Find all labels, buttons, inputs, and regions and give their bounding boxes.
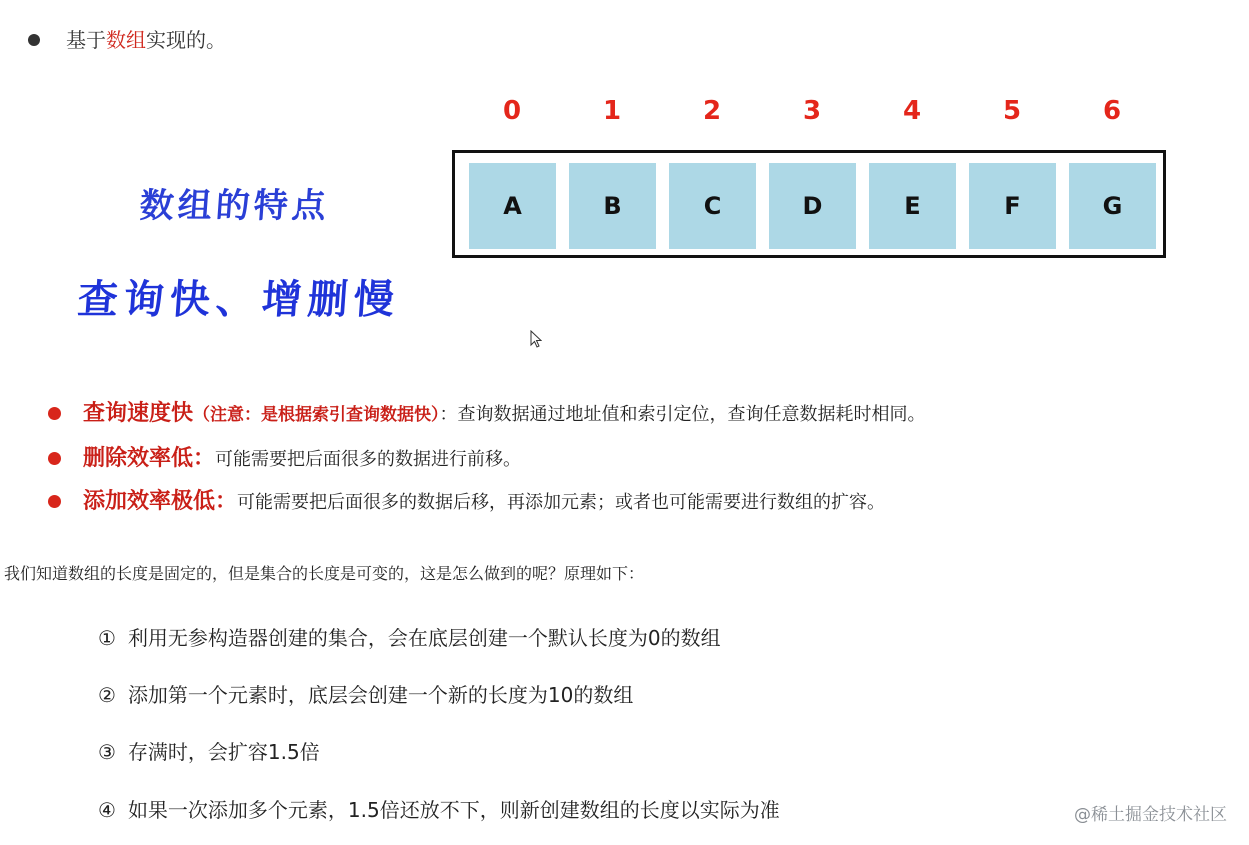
intro-suffix: 实现的。	[146, 28, 226, 52]
feature-desc: ：查询数据通过地址值和索引定位，查询任意数据耗时相同。	[439, 404, 926, 425]
intro-bullet	[28, 24, 226, 53]
handwritten-title: 数组的特点	[138, 186, 332, 226]
step-text: 添加第一个元素时，底层会创建一个新的长度为10的数组	[127, 683, 634, 707]
step-text: 利用无参构造器创建的集合，会在底层创建一个默认长度为0的数组	[127, 626, 721, 650]
step-item	[98, 794, 780, 823]
feature-paren-close: ）	[431, 405, 440, 425]
array-cell: F	[969, 163, 1056, 249]
array-index: 6	[1102, 96, 1122, 126]
array-index: 2	[702, 96, 722, 126]
feature-note: 注意：是根据索引查询数据快	[210, 405, 432, 425]
step-number: ③	[98, 740, 116, 764]
feature-item-add	[48, 484, 885, 515]
step-item	[98, 622, 721, 651]
bullet-dot	[48, 452, 61, 465]
array-cell: D	[769, 163, 856, 249]
intro-highlight: 数组	[106, 28, 146, 52]
feature-key: 查询速度快	[83, 401, 194, 426]
step-number: ①	[98, 626, 116, 650]
feature-item-query	[48, 396, 926, 427]
mouse-cursor-icon	[530, 330, 542, 348]
principle-paragraph: 我们知道数组的长度是固定的，但是集合的长度是可变的，这是怎么做到的呢？原理如下：	[4, 564, 645, 583]
step-item	[98, 679, 633, 708]
step-text: 存满时，会扩容1.5倍	[127, 740, 320, 764]
array-index: 3	[802, 96, 822, 126]
step-number: ②	[98, 683, 116, 707]
array-cell: A	[469, 163, 556, 249]
feature-paren-open: （	[193, 405, 211, 425]
handwritten-summary: 查询快、增删慢	[76, 277, 402, 323]
array-cell: B	[569, 163, 656, 249]
feature-item-delete	[48, 441, 521, 472]
step-text: 如果一次添加多个元素，1.5倍还放不下，则新创建数组的长度以实际为准	[127, 798, 780, 822]
step-number: ④	[98, 798, 116, 822]
array-index: 1	[602, 96, 622, 126]
feature-desc: 可能需要把后面很多的数据进行前移。	[215, 449, 522, 470]
intro-prefix: 基于	[66, 28, 106, 52]
bullet-dot	[48, 407, 61, 420]
array-cell: G	[1069, 163, 1156, 249]
array-cell: C	[669, 163, 756, 249]
watermark: @稀土掘金技术社区	[1074, 805, 1227, 825]
array-index: 0	[502, 96, 522, 126]
array-cell: E	[869, 163, 956, 249]
feature-key: 添加效率极低：	[83, 489, 238, 514]
step-item	[98, 736, 320, 765]
bullet-dot	[28, 34, 40, 46]
feature-desc: 可能需要把后面很多的数据后移，再添加元素；或者也可能需要进行数组的扩容。	[237, 492, 886, 513]
array-index: 4	[902, 96, 922, 126]
array-index: 5	[1002, 96, 1022, 126]
feature-key: 删除效率低：	[83, 446, 216, 471]
bullet-dot	[48, 495, 61, 508]
